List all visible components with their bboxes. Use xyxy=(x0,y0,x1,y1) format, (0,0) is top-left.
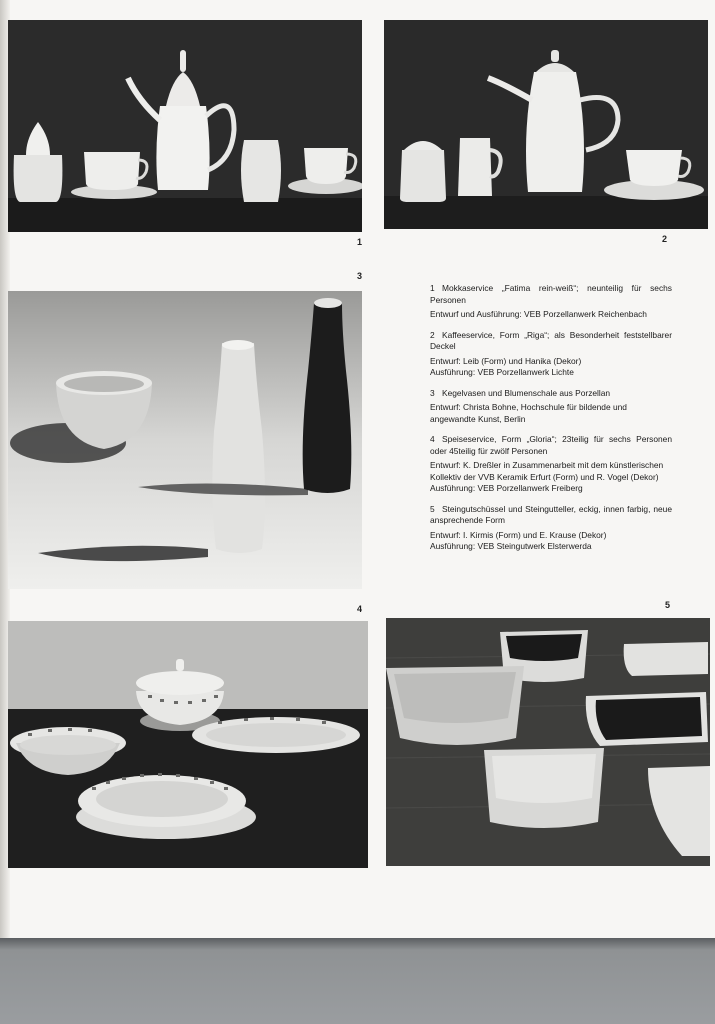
steingut-illustration xyxy=(386,618,710,866)
caption-5-line-2: Ausführung: VEB Steingutwerk Elsterwerda xyxy=(430,541,592,551)
speiseservice-illustration xyxy=(8,621,368,868)
photo-steingut xyxy=(386,618,710,866)
caption-2-title: Kaffeeservice, Form „Riga“; als Besonderheit feststellbarer Deckel xyxy=(430,329,672,351)
caption-3-title: Kegelvasen und Blumenschale aus Porzellan xyxy=(442,387,611,398)
caption-3-number: 3 xyxy=(430,387,435,398)
figure-number-2: 2 xyxy=(662,234,668,244)
mokkaservice-illustration xyxy=(8,20,362,232)
caption-3-line-1: Entwurf: Christa Bohne, Hochschule für bildende und angewandte Kunst, Berlin xyxy=(430,402,627,424)
captions-block xyxy=(430,283,672,562)
kaffeeservice-illustration xyxy=(384,20,708,229)
caption-5 xyxy=(430,504,672,553)
caption-5-line-1: Entwurf: I. Kirmis (Form) und E. Krause (Dekor) xyxy=(430,529,607,540)
caption-2-line-1: Entwurf: Leib (Form) und Hanika (Dekor) xyxy=(430,355,582,366)
photo-speiseservice xyxy=(8,621,368,868)
caption-5-title: Steingutschüssel und Steingutteller, eckig, innen farbig, neue ansprechende Form xyxy=(430,503,672,525)
caption-1-title: Mokkaservice „Fatima rein-weiß“; neunteilig für sechs Personen xyxy=(430,283,672,305)
photo-kegelvasen xyxy=(8,291,362,589)
caption-4 xyxy=(430,434,672,495)
caption-4-number: 4 xyxy=(430,434,435,444)
caption-1 xyxy=(430,283,672,321)
caption-1-number: 1 xyxy=(430,283,435,293)
caption-2-line-2: Ausführung: VEB Porzellanwerk Lichte xyxy=(430,367,574,377)
figure-number-3: 3 xyxy=(357,271,363,281)
caption-1-line-1: Entwurf und Ausführung: VEB Porzellanwerk Reichenbach xyxy=(430,309,647,319)
caption-2 xyxy=(430,330,672,379)
figure-number-5: 5 xyxy=(665,600,671,610)
background-surface xyxy=(0,938,715,1024)
caption-5-number: 5 xyxy=(430,503,435,514)
caption-4-line-2: Ausführung: VEB Porzellanwerk Freiberg xyxy=(430,483,583,493)
photo-kaffeeservice xyxy=(384,20,708,229)
caption-4-title: Speiseservice, Form „Gloria“; 23teilig für sechs Personen oder 45teilig für zwölf Personen xyxy=(430,434,672,456)
figure-number-1: 1 xyxy=(357,237,363,247)
photo-mokkaservice xyxy=(8,20,362,232)
caption-2-number: 2 xyxy=(430,329,435,340)
figure-number-4: 4 xyxy=(357,604,363,614)
caption-3 xyxy=(430,388,672,426)
caption-4-line-1: Entwurf: K. Dreßler in Zusammenarbeit mit dem künstlerischen Kollektiv der VVB Keramik Erfurt (Form) und R. Vogel (Dekor) xyxy=(430,460,664,482)
kegelvasen-illustration xyxy=(8,291,362,589)
